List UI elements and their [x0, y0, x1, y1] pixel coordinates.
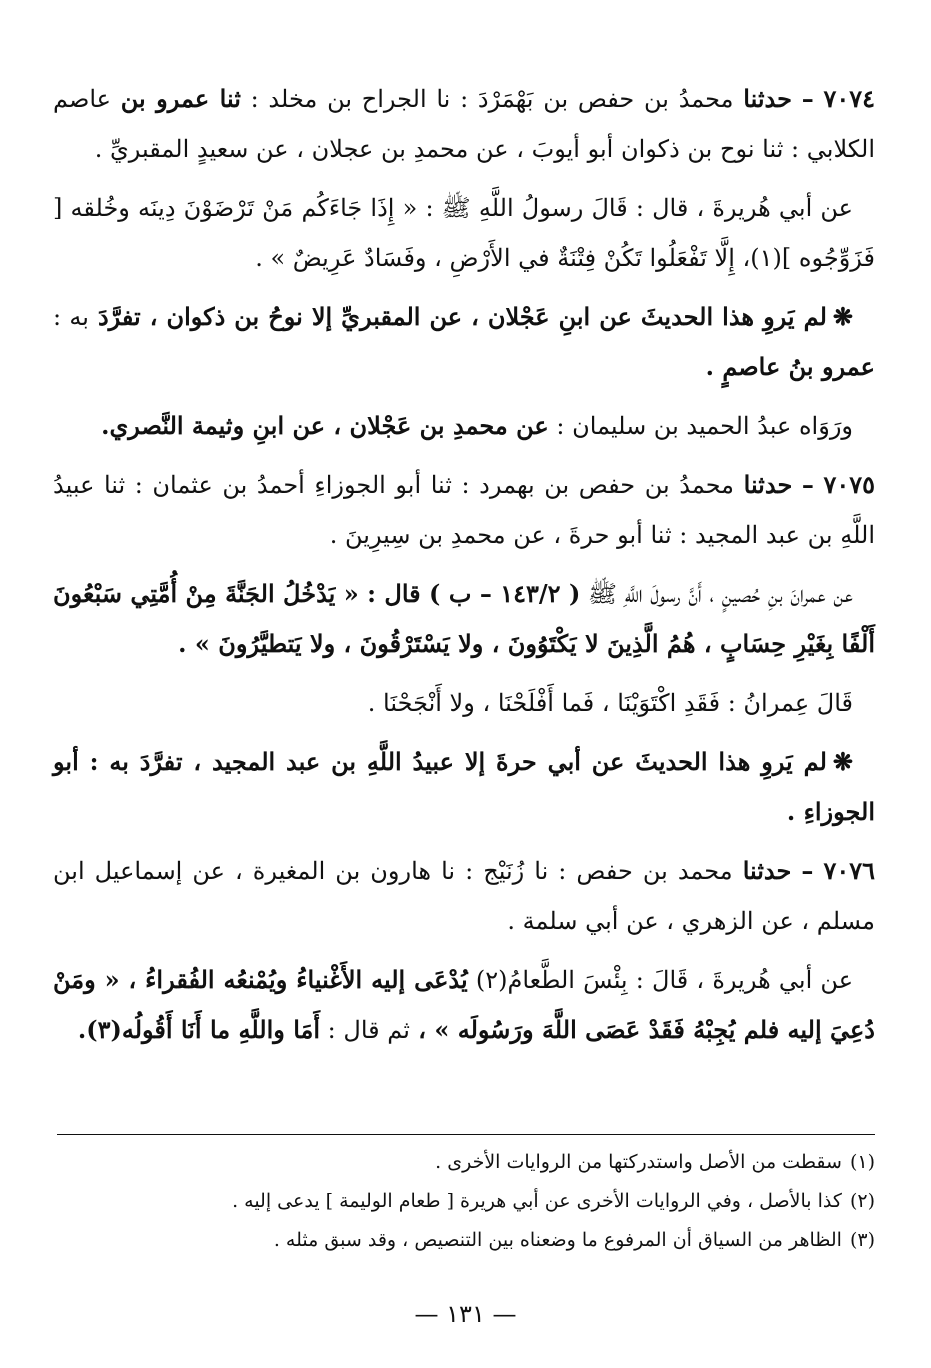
hadith-7075-imran-quote: قَالَ عِمرانُ : فَقَدِ اكْتَوَيْنَا ، فَما أَفْلَحْنَا ، ولا أَنْجَحْنَا .	[367, 689, 853, 717]
isnad-text: محمدُ بن حفص بن بهمرد : ثنا أبو الجوزاءِ أحمدُ بن عثمان : ثنا عبيدُ اللَّهِ بن عبد المجيد : ثنا أبو حرةَ ، عن محمدِ بن سِيرِينَ .	[53, 471, 875, 549]
comment-text: لم يَروِ هذا الحديثَ عن ابنِ عَجْلان ، عن المقبريِّ إلا نوحُ بن ذكوان ، تفرَّدَ	[97, 302, 827, 331]
footnote-number: (١)	[849, 1151, 875, 1173]
dash: –	[801, 84, 814, 113]
footnote-number: (٢)	[849, 1190, 875, 1212]
matn-bold: ( ١٤٣/٢ – ب ) قال : « يَدْخُلُ الجَنَّةَ مِنْ أُمَّتِي سَبْعُونَ أَلْفًا بِغَيْرِ حِسَابٍ ، هُمُ الَّذِينَ لا يَكْتَوُونَ ، ولا يَسْتَرْقُونَ ، ولا يَتطيَّرُونَ » .	[53, 579, 875, 658]
star-icon: ❋	[832, 747, 853, 776]
star-icon: ❋	[832, 302, 853, 331]
matn-bold-2: أَمَا واللَّهِ ما أَنَا أَقُولُه(٣).	[77, 1015, 321, 1044]
footnote-2	[53, 1182, 875, 1221]
footnote-divider	[57, 1134, 875, 1135]
footnote-3	[53, 1221, 875, 1260]
matn-plain: عن عمرانَ بنِ حُصينٍ ، أَنَّ رسولَ اللَّهِ ﷺ	[580, 580, 853, 608]
matn-bold: يُدْعَى إليه الأَغْنياءُ ويُمْنعُه الفُقراءُ ، « ومَنْ دُعِيَ إليه فلم يُجِبْهُ فَقَدْ عَصَى اللَّهَ ورَسُولَه » ،	[53, 965, 875, 1044]
footnote-text: سقطت من الأصل واستدركتها من الروايات الأخرى .	[435, 1151, 842, 1173]
matn-plain: عن أبي هُريرةَ ، قَالَ : بِئْسَ الطَّعامُ(٢)	[467, 966, 854, 994]
dash: –	[801, 470, 814, 499]
footnote-text: الظاهر من السياق أن المرفوع ما وضعناه بين التنصيص ، وقد سبق مثله .	[273, 1229, 842, 1251]
page-number: — ١٣١ —	[414, 1300, 517, 1328]
isnad-text-2: عاصم الكلابي : ثنا نوح بن ذكوان أبو أيوبَ ، عن محمدِ بن عجلان ، عن سعيدٍ المقبريِّ .	[53, 85, 875, 163]
hadith-7075-comment	[53, 737, 875, 837]
hadith-number: ٧٠٧٦	[823, 856, 876, 885]
hadith-7074-riwaya	[53, 401, 875, 451]
footnotes	[53, 1143, 875, 1260]
riwaya-plain: ورَوَاه عبدُ الحميد بن سليمان :	[548, 412, 853, 440]
isnad-text: محمدُ بن حفص بن بَهْمَرْدَ : نا الجراح بن مخلد :	[240, 85, 734, 113]
hadith-number: ٧٠٧٤	[823, 84, 875, 113]
isnad-text: محمد بن حفص : نا زُنَيْج : نا هارون بن المغيرة ، عن إسماعيل ابن مسلم ، عن الزهري ، عن أبي سلمة .	[53, 857, 875, 935]
footnote-number: (٣)	[849, 1229, 875, 1251]
matn-plain-2: ثم قال :	[320, 1016, 410, 1044]
hadith-number: ٧٠٧٥	[823, 470, 876, 499]
isnad-bold: ثنا عمرو بن	[120, 84, 241, 113]
footnote-1	[53, 1143, 875, 1182]
haddathana: حدثنا	[743, 470, 793, 499]
hadith-7074-comment	[53, 292, 875, 392]
riwaya-bold: عن محمدِ بن عَجْلان ، عن ابنِ وثيمة النَّصري.	[101, 411, 549, 440]
hadith-7074-isnad	[53, 74, 875, 174]
hadith-7074-matn: عن أبي هُريرةَ ، قال : قَالَ رسولُ اللَّهِ ﷺ : « إِذَا جَاءَكُم مَنْ تَرْضَوْنَ دِينَه وخُلقه [ فَزَوِّجُوه ](١)، إِلَّا تَفْعَلُوا تَكُنْ فِتْنَةٌ في الأَرْضِ ، وفَسَادٌ عَرِيضٌ » .	[53, 194, 875, 272]
comment-text: لم يَروِ هذا الحديثَ عن أبي حرةَ إلا عبيدُ اللَّهِ بن عبد المجيد ، تفرَّدَ به : أبو الجوزاءِ .	[53, 747, 875, 826]
comment-tail-bold: عمرو بنُ عاصمٍ .	[705, 352, 875, 381]
haddathana: حدثنا	[743, 84, 792, 113]
dash: –	[801, 856, 814, 885]
main-text	[53, 74, 875, 1064]
hadith-7076-matn	[53, 955, 875, 1055]
hadith-7075-isnad	[53, 460, 875, 560]
hadith-7076-isnad	[53, 846, 875, 946]
footnote-text: كذا بالأصل ، وفي الروايات الأخرى عن أبي هريرة [ طعام الوليمة ] يدعى إليه .	[232, 1190, 842, 1212]
comment-tail-plain: به :	[53, 303, 89, 331]
haddathana: حدثنا	[742, 856, 792, 885]
hadith-7075-matn	[53, 569, 875, 669]
